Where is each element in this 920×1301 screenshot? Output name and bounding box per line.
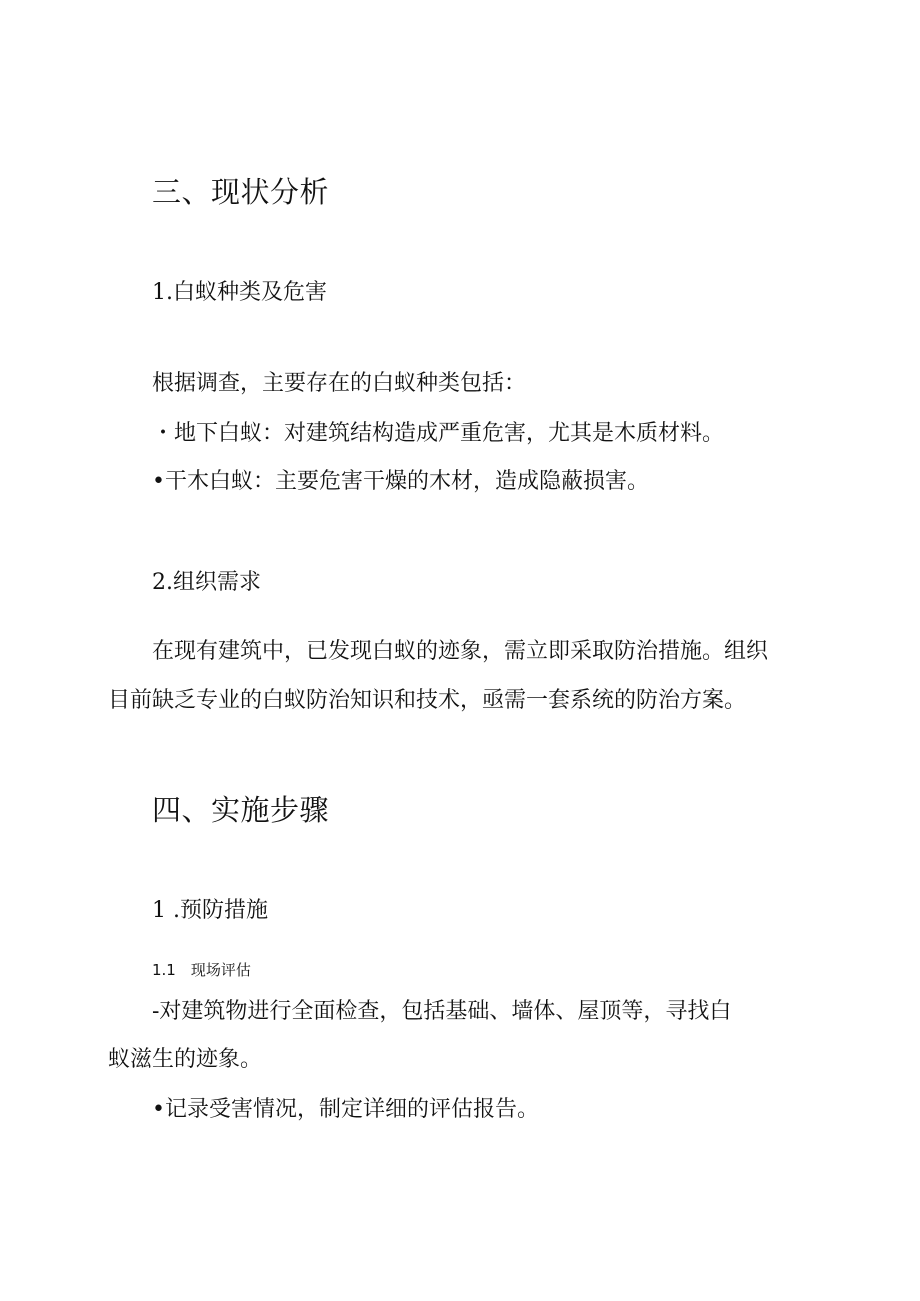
bullet-drywood-termite: •干木白蚁：主要危害干燥的木材，造成隐蔽损害。 [152, 469, 649, 494]
subsection-3-2-heading: 2.组织需求 [152, 570, 261, 595]
section-3-2-paragraph-line-2: 目前缺乏专业的白蚁防治知识和技术，亟需一套系统的防治方案。 [108, 688, 747, 713]
bullet-subterranean-termite: ・地下白蚁：对建筑结构造成严重危害，尤其是木质材料。 [152, 421, 725, 446]
assessment-item-1-line-1: -对建筑物进行全面检查，包括基础、墙体、屋顶等，寻找白 [152, 999, 732, 1024]
section-3-2-paragraph-line-1: 在现有建筑中，已发现白蚁的迹象，需立即采取防治措施。组织 [152, 639, 769, 664]
assessment-item-1-line-2: 蚁滋生的迹象。 [108, 1047, 263, 1072]
subsection-3-1-heading: 1.白蚁种类及危害 [152, 280, 327, 305]
subsection-4-1-heading: 1 .预防措施 [152, 898, 268, 923]
section-3-heading: 三、现状分析 [152, 175, 330, 209]
section-4-heading: 四、实施步骤 [152, 793, 330, 827]
assessment-item-2: •记录受害情况，制定详细的评估报告。 [152, 1097, 539, 1122]
section-3-1-intro: 根据调查，主要存在的白蚁种类包括： [152, 371, 527, 396]
subsection-4-1-1-heading: 1.1 现场评估 [152, 961, 251, 979]
